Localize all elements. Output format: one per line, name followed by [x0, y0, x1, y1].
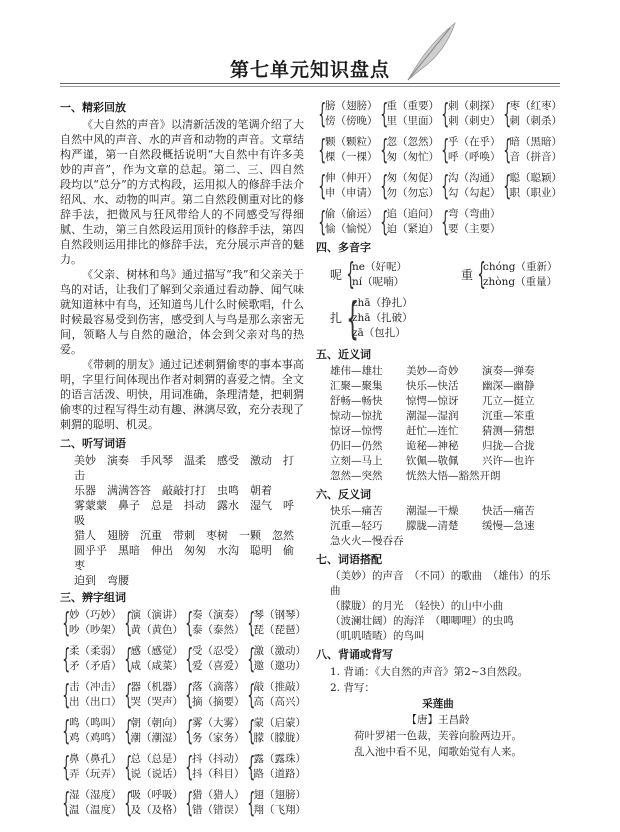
brace: {	[62, 678, 71, 711]
char-group	[183, 787, 245, 819]
group-word: 出（出口）	[69, 696, 122, 708]
group-word: 弄（玩弄）	[69, 768, 122, 780]
poem	[316, 696, 560, 760]
brace: {	[379, 97, 388, 130]
char-group	[183, 715, 245, 747]
brace: {	[318, 97, 327, 130]
group-word: 鼻（鼻孔）	[69, 753, 122, 765]
brace: {	[123, 750, 132, 783]
char-group	[245, 643, 307, 675]
group-word: 翅（翅膀）	[253, 789, 306, 801]
char-group	[122, 679, 184, 711]
char-group	[439, 134, 501, 166]
synonym-pair: 兴许—也许	[482, 455, 535, 467]
synonym-pair: 幽深—幽静	[482, 380, 535, 392]
group-word: 翔（飞翔）	[253, 804, 306, 816]
brace: {	[346, 292, 359, 344]
dictation-line: 美妙 演奏 手风琴 温柔 感受 激动 打击	[74, 454, 294, 482]
char-group	[439, 98, 501, 130]
group-word: 聪（聪颖）	[509, 172, 562, 184]
section-heading: 七、词语搭配	[316, 553, 382, 566]
brace: {	[441, 97, 450, 130]
recite-list	[316, 664, 560, 696]
synonym-pair: 钦佩—敬佩	[406, 455, 459, 467]
group-word: 里（里面）	[386, 115, 439, 127]
brace: {	[62, 642, 71, 675]
group-word: 潮（潮湿）	[130, 732, 183, 744]
char-group	[122, 715, 184, 747]
brace: {	[246, 606, 255, 639]
polyphone-reading: zhòng（重量）	[483, 276, 558, 288]
collocation-line: （叽叽喳喳）的鸟叫	[330, 630, 425, 642]
group-word: 沟（沟通）	[448, 172, 501, 184]
char-group	[378, 134, 440, 166]
char-group	[378, 170, 440, 202]
brace: {	[62, 714, 71, 747]
synonym-pair: 归拢—合拢	[482, 440, 535, 452]
char-group	[60, 643, 122, 675]
brace: {	[441, 133, 450, 166]
antonym-pair: 朦胧—清楚	[406, 520, 459, 532]
polyphone-reading: ne（好呢）	[352, 261, 407, 273]
group-word: 抖（抖动）	[192, 753, 245, 765]
group-word: 颗（颗粒）	[325, 136, 378, 148]
section-heading: 三、辨字组词	[60, 591, 126, 604]
section-heading: 六、反义词	[316, 488, 371, 501]
group-word: 黄（黄色）	[130, 624, 183, 636]
group-word: 奏（演奏）	[192, 609, 245, 621]
char-group	[316, 98, 378, 130]
char-group	[439, 170, 501, 202]
synonym-pair: 猜测—猜想	[482, 425, 535, 437]
group-word: 落（滴落）	[192, 681, 245, 693]
group-word: 膀（翅膀）	[325, 100, 378, 112]
group-word: 乎（在乎）	[448, 136, 501, 148]
section-heading: 五、近义词	[316, 348, 371, 361]
group-word: 琵（琵琶）	[253, 624, 306, 636]
char-group	[183, 751, 245, 783]
group-word: 音（拼音）	[509, 151, 562, 163]
polyphone-char: 重	[461, 267, 474, 282]
group-word: 咸（咸菜）	[130, 660, 183, 672]
polyphone-item	[330, 292, 560, 344]
group-word: 务（家务）	[192, 732, 245, 744]
group-word: 邀（邀功）	[253, 660, 306, 672]
brace: {	[185, 678, 194, 711]
brace: {	[62, 750, 71, 783]
group-word: 勾（勾起）	[448, 187, 501, 199]
antonym-pair: 快活—痛苦	[482, 505, 535, 517]
group-word: 愉（愉悦）	[325, 223, 378, 235]
synonym-pair: 仍旧—仍然	[330, 440, 383, 452]
synonym-pair: 赶忙—连忙	[406, 425, 459, 437]
dictation-line: 迫到 弯腰	[74, 574, 129, 587]
section-heading: 四、多音字	[316, 241, 371, 254]
group-word: 吵（吵架）	[69, 624, 122, 636]
synonym-pair: 立刻—马上	[330, 455, 383, 467]
group-word: 击（冲击）	[69, 681, 122, 693]
group-word: 要（主要）	[448, 223, 501, 235]
char-group-grid	[60, 607, 304, 819]
collocation-line: （波澜壮阔）的海洋 （唧唧哩）的虫鸣	[330, 615, 514, 627]
polyphone-reading: zā（包扎）	[352, 327, 406, 339]
group-word: 刺（刺史）	[448, 115, 501, 127]
group-word: 偷（偷运）	[325, 208, 378, 220]
group-word: 刺（刺探）	[448, 100, 501, 112]
brace: {	[318, 169, 327, 202]
group-word: 傍（傍晚）	[325, 115, 378, 127]
synonym-pair: 沉重—笨重	[482, 410, 535, 422]
char-group	[60, 607, 122, 639]
collocation-line: （朦胧）的月光 （轻快）的山中小曲	[330, 600, 504, 612]
group-word: 朝（朝向）	[130, 717, 183, 729]
char-group	[316, 170, 378, 202]
group-word: 朦（朦胧）	[253, 732, 306, 744]
antonym-pair: 沉重—轻巧	[330, 520, 383, 532]
group-word: 鸡（鸡鸣）	[69, 732, 122, 744]
synonym-pair: 恍然大悟—豁然开朗	[406, 470, 501, 482]
synonym-pair: 舒畅—畅快	[330, 395, 383, 407]
antonym-pair: 潮湿—干燥	[406, 505, 459, 517]
group-word: 弯（弯曲）	[448, 208, 501, 220]
dictation-line: 猎人 翅膀 沉重 带刺 枣树 一颗 忽然	[74, 529, 294, 542]
brace: {	[502, 133, 511, 166]
char-group-grid	[316, 98, 560, 238]
brace: {	[246, 714, 255, 747]
polyphone-reading: zhā（扎破）	[352, 312, 413, 324]
char-group	[245, 751, 307, 783]
synonym-pair: 演奏—弹奏	[482, 365, 535, 377]
char-group	[501, 134, 563, 166]
title-rule-thin	[60, 86, 560, 87]
char-group	[60, 751, 122, 783]
group-word: 呼（呼唤）	[448, 151, 501, 163]
char-group	[245, 787, 307, 819]
brace: {	[441, 169, 450, 202]
brace: {	[246, 642, 255, 675]
char-group	[378, 98, 440, 130]
group-word: 暗（黑暗）	[509, 136, 562, 148]
group-word: 器（机器）	[130, 681, 183, 693]
synonym-pair: 雄伟—雄壮	[330, 365, 383, 377]
char-group	[60, 787, 122, 819]
title-rule	[60, 83, 560, 84]
char-group	[60, 715, 122, 747]
polyphone-reading: zhā（挣扎）	[352, 297, 413, 309]
synonym-pair: 惊讶—惊愕	[330, 425, 383, 437]
group-word: 琴（钢琴）	[253, 609, 306, 621]
page-title: 第七单元知识盘点	[229, 59, 390, 81]
char-group	[316, 134, 378, 166]
brace: {	[123, 714, 132, 747]
group-word: 追（追问）	[386, 208, 439, 220]
section-heading: 二、听写词语	[60, 437, 126, 450]
brace: {	[477, 257, 486, 292]
group-word: 鸣（鸣叫）	[69, 717, 122, 729]
synonym-pair: 惊动—惊扰	[330, 410, 383, 422]
char-group	[183, 607, 245, 639]
group-word: 泰（泰然）	[192, 624, 245, 636]
group-word: 猎（猎人）	[192, 789, 245, 801]
brace: {	[62, 606, 71, 639]
group-word: 湿（湿度）	[69, 789, 122, 801]
group-word: 枣（红枣）	[509, 100, 562, 112]
group-word: 职（职业）	[509, 187, 562, 199]
polyphone-item	[461, 257, 558, 292]
dictation-line: 雾蒙蒙 鼻子 总是 抖动 露水 湿气 呼吸	[74, 499, 294, 527]
brace: {	[185, 606, 194, 639]
review-paragraph: 《带刺的朋友》通过记述刺猬偷枣的事本事高明，字里行间体现出作者对刺猬的喜爱之情。全文的语言活泼、明快，用词准确，条理清楚，把刺猬偷枣的过程写得生动有趣、淋漓尽致，充分表现了刺猬的聪明、机灵。	[60, 358, 304, 431]
brace: {	[62, 786, 71, 819]
group-word: 忽（忽然）	[386, 136, 439, 148]
char-group	[122, 787, 184, 819]
synonym-pair: 诡秘—神秘	[406, 440, 459, 452]
polyphone-item	[330, 257, 407, 292]
review-paragraph: 《父亲、树林和鸟》通过描写“我”和父亲关于鸟的对话，让我们了解到父亲通过看动静、闻气味就知道林中有鸟，还知道鸟儿什么时候歌唱，什么时候最容易受到伤害，感受到人与鸟是那么亲密无间，领略人与自然的融洽，体会到父亲对鸟的热爱。	[60, 268, 304, 356]
brace: {	[185, 714, 194, 747]
group-word: 抖（科目）	[192, 768, 245, 780]
group-word: 雾（大雾）	[192, 717, 245, 729]
polyphone-char: 呢	[330, 267, 343, 282]
char-group	[183, 679, 245, 711]
recite-item: 2. 背写：	[330, 682, 375, 694]
group-word: 爱（喜爱）	[192, 660, 245, 672]
synonym-pair: 兀立—挺立	[482, 395, 535, 407]
brace: {	[123, 786, 132, 819]
group-word: 总（总是）	[130, 753, 183, 765]
brace: {	[379, 133, 388, 166]
dictation-line: 圆乎乎 黑暗 伸出 匆匆 水沟 聪明 偷枣	[74, 544, 294, 572]
char-group	[245, 715, 307, 747]
brace: {	[441, 205, 450, 238]
group-word: 说（说话）	[130, 768, 183, 780]
group-word: 刺（刺杀）	[509, 115, 562, 127]
group-word: 感（感觉）	[130, 645, 183, 657]
group-word: 棵（一棵）	[325, 151, 378, 163]
recite-item: 1. 背诵：《大自然的声音》第2~3自然段。	[330, 666, 529, 678]
group-word: 路（道路）	[253, 768, 306, 780]
group-word: 吸（呼吸）	[130, 789, 183, 801]
group-word: 申（申请）	[325, 187, 378, 199]
brace: {	[246, 786, 255, 819]
group-word: 匆（匆促）	[386, 172, 439, 184]
dictation-line: 乐器 满满答答 敲敲打打 虫鸣 朝着	[74, 484, 272, 497]
group-word: 高（高兴）	[253, 696, 306, 708]
brace: {	[185, 786, 194, 819]
group-word: 激（激动）	[253, 645, 306, 657]
left-column	[60, 98, 304, 821]
group-word: 勿（勿忘）	[386, 187, 439, 199]
brace: {	[185, 750, 194, 783]
poem-line: 荷叶罗裙一色裁，芙蓉向脸两边开。	[354, 730, 522, 742]
group-word: 迫（紧迫）	[386, 223, 439, 235]
brace: {	[185, 642, 194, 675]
poem-title: 采莲曲	[422, 698, 454, 710]
group-word: 错（错误）	[192, 804, 245, 816]
brace: {	[346, 257, 355, 292]
antonym-pair: 缓慢—急速	[482, 520, 535, 532]
group-word: 温（温度）	[69, 804, 122, 816]
brace: {	[246, 678, 255, 711]
synonym-pair: 忽然—突然	[330, 470, 383, 482]
char-group	[378, 206, 440, 238]
collocation-line: （美妙）的声音 （不同）的歌曲 （雄伟）的乐曲	[330, 570, 551, 597]
poem-line: 乱入池中看不见，闻歌始觉有人来。	[354, 746, 522, 758]
char-group	[122, 643, 184, 675]
brace: {	[123, 606, 132, 639]
group-word: 矛（矛盾）	[69, 660, 122, 672]
synonym-grid	[316, 364, 560, 484]
group-word: 演（演讲）	[130, 609, 183, 621]
char-group	[245, 607, 307, 639]
group-word: 妙（巧妙）	[69, 609, 122, 621]
brace: {	[502, 169, 511, 202]
brace: {	[123, 678, 132, 711]
group-word: 敲（推敲）	[253, 681, 306, 693]
brace: {	[502, 97, 511, 130]
antonym-pair: 快乐—痛苦	[330, 505, 383, 517]
collocation-list	[316, 569, 560, 644]
synonym-pair: 快乐—快活	[406, 380, 459, 392]
right-column	[316, 98, 560, 760]
group-word: 露（露珠）	[253, 753, 306, 765]
polyphone-reading: ní（呢喃）	[352, 276, 405, 288]
brace: {	[318, 133, 327, 166]
brace: {	[379, 169, 388, 202]
group-word: 伸（伸开）	[325, 172, 378, 184]
char-group	[501, 170, 563, 202]
poem-author: 【唐】王昌龄	[406, 714, 470, 726]
synonym-pair: 汇聚—聚集	[330, 380, 383, 392]
brace: {	[123, 642, 132, 675]
char-group	[316, 206, 378, 238]
brace: {	[246, 750, 255, 783]
char-group	[245, 679, 307, 711]
group-word: 受（忍受）	[192, 645, 245, 657]
brace: {	[379, 205, 388, 238]
char-group	[122, 751, 184, 783]
group-word: 柔（柔弱）	[69, 645, 122, 657]
section-heading: 一、精彩回放	[60, 101, 126, 114]
synonym-pair: 潮湿—湿润	[406, 410, 459, 422]
synonym-pair: 惊愕—惊讶	[406, 395, 459, 407]
char-group	[60, 679, 122, 711]
group-word: 哭（哭声）	[130, 696, 183, 708]
section-heading: 八、背诵或背写	[316, 648, 393, 661]
char-group	[439, 206, 501, 238]
group-word: 摘（摘要）	[192, 696, 245, 708]
group-word: 及（及格）	[130, 804, 183, 816]
polyphone-char: 扎	[330, 311, 343, 325]
antonym-grid	[316, 504, 560, 549]
char-group	[183, 643, 245, 675]
antonym-pair: 急火火—慢吞吞	[330, 535, 404, 547]
char-group	[122, 607, 184, 639]
synonym-pair: 美妙—奇妙	[406, 365, 459, 377]
group-word: 重（重要）	[386, 100, 439, 112]
char-group	[501, 98, 563, 130]
group-word: 蒙（启蒙）	[253, 717, 306, 729]
group-word: 匆（匆忙）	[386, 151, 439, 163]
polyphone-reading: chóng（重新）	[483, 261, 558, 273]
review-paragraph: 《大自然的声音》以清新活泼的笔调介绍了大自然中风的声音、水的声音和动物的声音。文章结构严谨，第一自然段概括说明“大自然中有许多美妙的声音”，作为文章的总起。第二、三、四自然段均以“总分”的方式构段，运用拟人的修辞手法介绍风、水、动物的叫声。第二自然段侧重对比的修辞手法，把微风与狂风带给人的不同感受写得细腻、生动，第三自然段运用顶针的修辞手法，第四自然段则运用排比的修辞手法，充分展示声音的魅力。	[60, 118, 304, 266]
brace: {	[318, 205, 327, 238]
